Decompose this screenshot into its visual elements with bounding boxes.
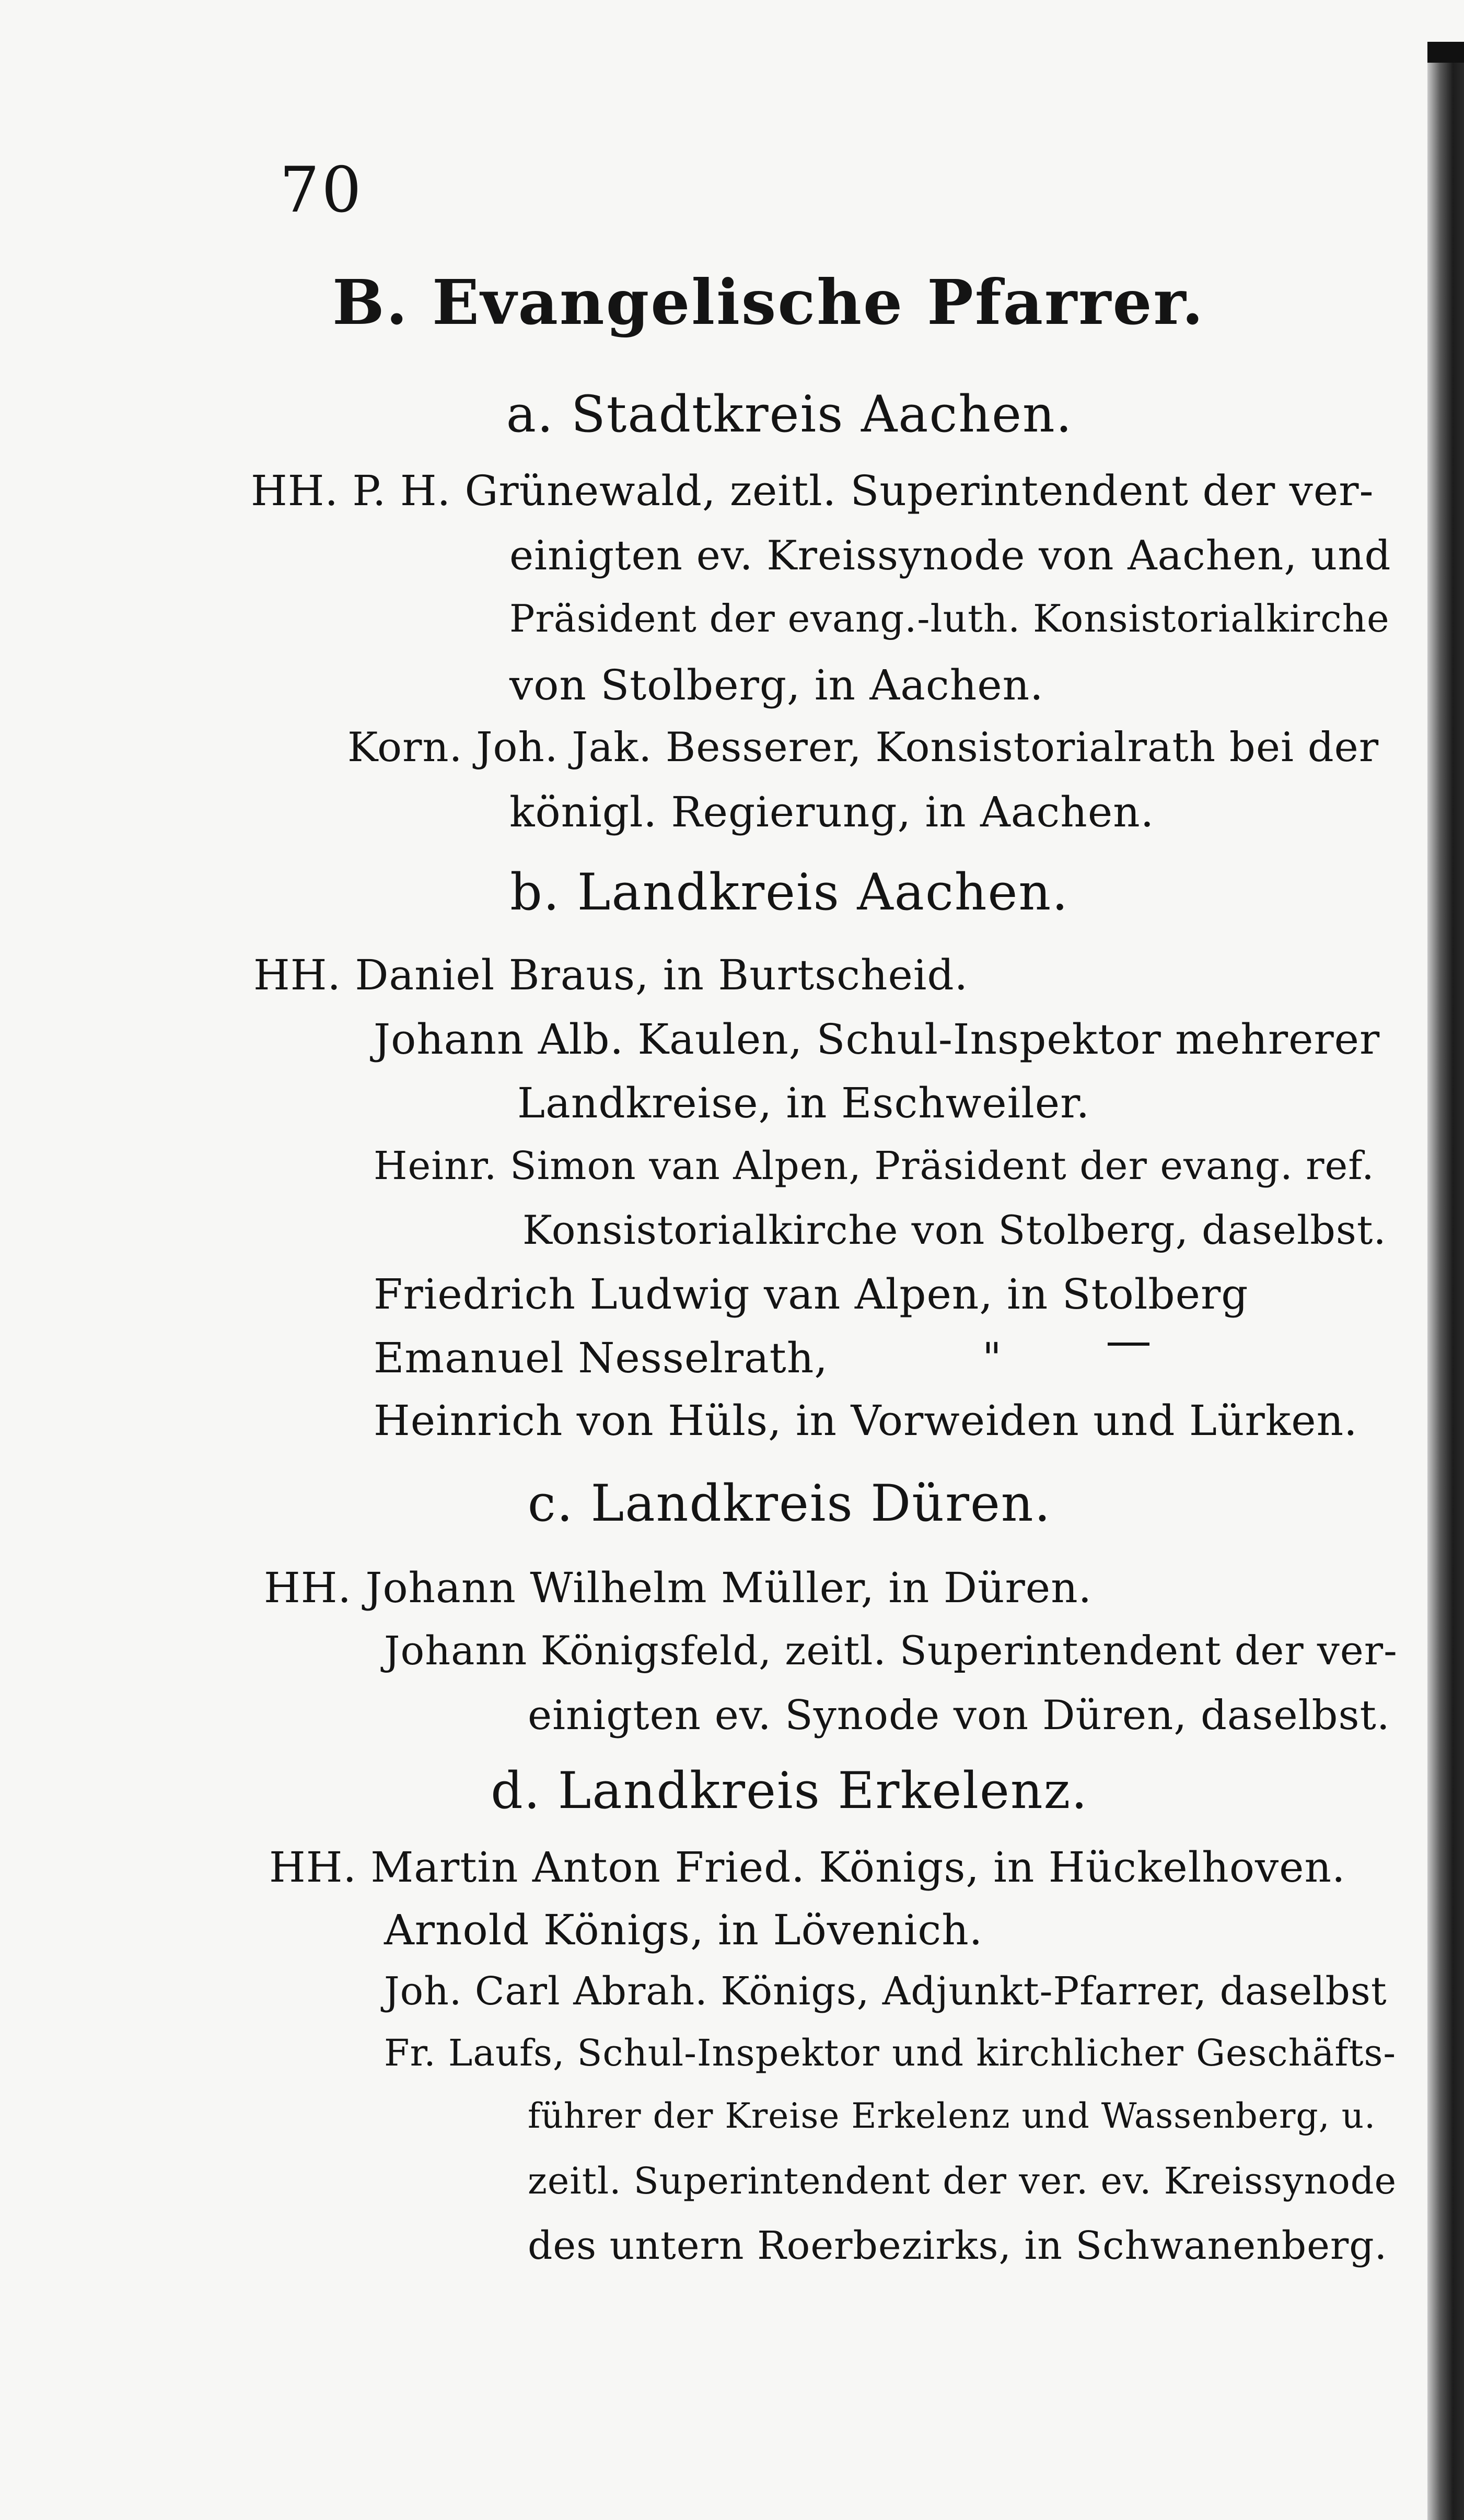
entry-line: von Stolberg, in Aachen. bbox=[509, 661, 1044, 709]
page-title: B. Evangelische Pfarrer. bbox=[332, 266, 1205, 339]
entry-line: Heinrich von Hüls, in Vorweiden und Lürken. bbox=[374, 1396, 1358, 1445]
entry-line: Landkreise, in Eschweiler. bbox=[517, 1079, 1090, 1127]
entry-line: HH. Martin Anton Fried. Königs, in Hückelhoven. bbox=[269, 1843, 1346, 1892]
book-spine-edge bbox=[1427, 42, 1464, 63]
page-number: 70 bbox=[280, 154, 364, 227]
ditto-dash bbox=[1108, 1343, 1149, 1346]
entry-line: Fr. Laufs, Schul-Inspektor und kirchlicher Geschäfts- bbox=[384, 2032, 1397, 2074]
entry-line: einigten ev. Synode von Düren, daselbst. bbox=[528, 1692, 1390, 1739]
entry-line: HH. P. H. Grünewald, zeitl. Superintendent der ver- bbox=[251, 466, 1374, 515]
entry-line: HH. Johann Wilhelm Müller, in Düren. bbox=[264, 1564, 1093, 1612]
entry-line: einigten ev. Kreissynode von Aachen, und bbox=[509, 532, 1391, 579]
ditto-mark: " bbox=[982, 1334, 1002, 1382]
section-heading-b: b. Landkreis Aachen. bbox=[510, 863, 1069, 921]
entry-line: Präsident der evang.-luth. Konsistorialkirche bbox=[509, 597, 1390, 640]
entry-line: Johann Königsfeld, zeitl. Superintendent der ver- bbox=[384, 1627, 1398, 1674]
entry-line: HH. Daniel Braus, in Burtscheid. bbox=[253, 951, 969, 999]
section-heading-d: d. Landkreis Erkelenz. bbox=[491, 1761, 1088, 1820]
entry-line: zeitl. Superintendent der ver. ev. Kreissynode bbox=[528, 2160, 1397, 2202]
section-heading-c: c. Landkreis Düren. bbox=[527, 1474, 1052, 1533]
entry-line: Emanuel Nesselrath, bbox=[374, 1334, 828, 1382]
entry-line: Heinr. Simon van Alpen, Präsident der evang. ref. bbox=[374, 1144, 1375, 1188]
entry-line: Konsistorialkirche von Stolberg, daselbst. bbox=[522, 1207, 1387, 1253]
entry-line: Korn. Joh. Jak. Besserer, Konsistorialrath bei der bbox=[347, 724, 1379, 771]
section-heading-a: a. Stadtkreis Aachen. bbox=[506, 385, 1073, 444]
entry-line: Friedrich Ludwig van Alpen, in Stolberg bbox=[374, 1270, 1249, 1319]
entry-line: führer der Kreise Erkelenz und Wassenberg, u. bbox=[528, 2096, 1376, 2136]
entry-line: königl. Regierung, in Aachen. bbox=[509, 788, 1155, 836]
entry-line: Joh. Carl Abrah. Königs, Adjunkt-Pfarrer, daselbst bbox=[384, 1969, 1387, 2014]
entry-line: des untern Roerbezirks, in Schwanenberg. bbox=[528, 2223, 1388, 2268]
entry-line: Johann Alb. Kaulen, Schul-Inspektor mehrerer bbox=[374, 1015, 1380, 1064]
entry-line: Arnold Königs, in Lövenich. bbox=[384, 1906, 983, 1954]
